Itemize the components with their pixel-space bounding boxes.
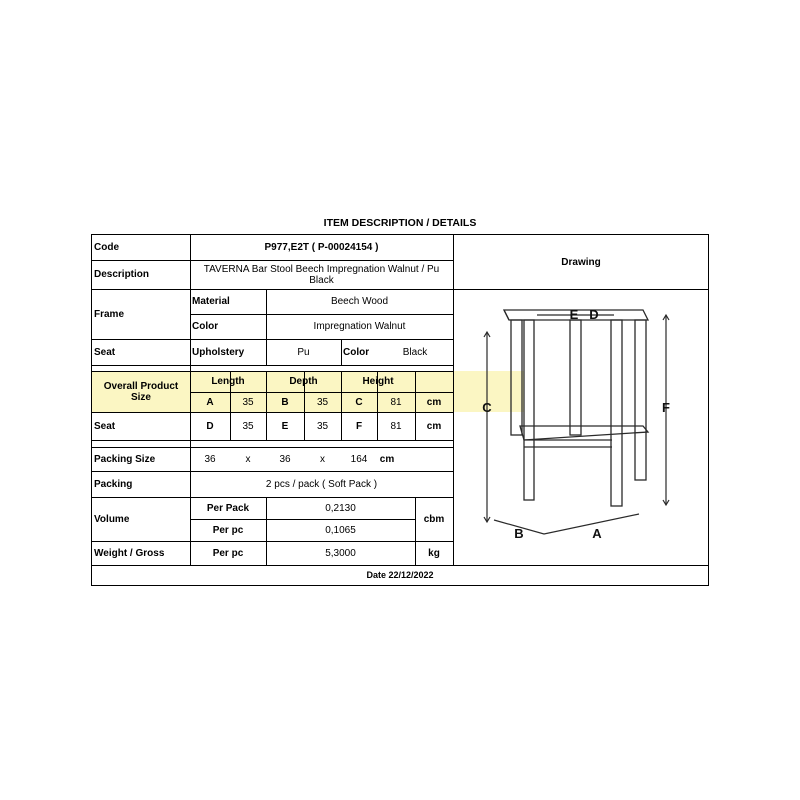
e-value: 35 — [316, 420, 329, 432]
leg-back-right — [570, 320, 581, 435]
f-key: F — [355, 420, 363, 432]
description-label: Description — [94, 269, 150, 280]
volume-unit: cbm — [423, 513, 445, 525]
frame-color-label: Color — [192, 321, 219, 332]
stool-outline — [504, 310, 648, 506]
d-key: D — [206, 420, 214, 432]
seat-color-label: Color — [343, 346, 370, 358]
upholstery-value: Pu — [297, 346, 310, 358]
frame-label: Frame — [94, 308, 125, 320]
material-label: Material — [192, 296, 230, 307]
height-header: Height — [362, 376, 394, 387]
seat-label: Seat — [94, 346, 116, 358]
packing-size-label: Packing Size — [94, 453, 156, 465]
frame-color-value: Impregnation Walnut — [313, 321, 406, 332]
d-value: 35 — [242, 420, 254, 432]
drawing-label: Drawing — [561, 256, 601, 268]
seat-color-value: Black — [402, 346, 428, 358]
grid-line — [92, 440, 453, 441]
per-pack-label: Per Pack — [206, 502, 250, 514]
b-key: B — [281, 396, 289, 408]
code-value: P977,E2T ( P-00024154 ) — [264, 242, 379, 253]
code-label: Code — [94, 242, 119, 253]
packing-length: 36 — [204, 453, 216, 465]
details-table — [91, 234, 709, 586]
date-label: Date 22/12/2022 — [366, 570, 434, 580]
leg-front-right — [635, 320, 646, 480]
a-value: 35 — [242, 396, 254, 408]
c-value: 81 — [390, 396, 402, 408]
weight-per-pc-label: Per pc — [212, 547, 244, 559]
depth-header: Depth — [289, 376, 318, 387]
weight-value: 5,3000 — [325, 547, 356, 559]
packing-size-unit: cm — [379, 453, 395, 465]
grid-line — [92, 365, 453, 366]
description-value: TAVERNA Bar Stool Beech Impregnation Walnut / Pu Black — [203, 263, 440, 286]
per-pc-volume-label: Per pc — [212, 524, 244, 536]
volume-label: Volume — [94, 513, 130, 525]
dim-label-e: E — [569, 307, 579, 322]
packing-x1: x — [245, 453, 251, 465]
a-key: A — [206, 396, 214, 408]
packing-value: 2 pcs / pack ( Soft Pack ) — [265, 478, 378, 490]
dim-label-b: B — [514, 526, 524, 541]
length-header: Length — [211, 376, 245, 387]
packing-height: 164 — [350, 453, 368, 465]
stool-drawing — [454, 290, 708, 566]
per-pc-volume-value: 0,1065 — [325, 524, 356, 536]
dimension-lines — [484, 315, 669, 534]
seat-size-unit: cm — [426, 420, 442, 432]
per-pack-value: 0,2130 — [325, 502, 356, 514]
overall-unit: cm — [426, 396, 442, 408]
leg-back-left — [511, 320, 522, 435]
packing-label: Packing — [94, 478, 133, 490]
leg-front-left — [611, 320, 622, 506]
weight-label: Weight / Gross — [94, 547, 165, 559]
dim-label-f: F — [662, 400, 670, 415]
material-value: Beech Wood — [330, 296, 389, 307]
stretcher — [520, 426, 648, 440]
c-key: C — [355, 396, 363, 408]
seat-size-label: Seat — [94, 420, 116, 432]
overall-size-label: Overall Product Size — [103, 380, 179, 403]
weight-unit: kg — [428, 547, 440, 559]
leg-rear — [524, 320, 534, 500]
seat-edge — [504, 310, 509, 320]
f-value: 81 — [390, 420, 402, 432]
dim-label-a: A — [592, 526, 602, 541]
document-title: ITEM DESCRIPTION / DETAILS — [323, 217, 477, 229]
packing-width: 36 — [279, 453, 291, 465]
upholstery-label: Upholstery — [192, 346, 245, 358]
b-value: 35 — [316, 396, 329, 408]
e-key: E — [281, 420, 289, 432]
dim-label-d: D — [589, 307, 599, 322]
dim-label-c: C — [482, 400, 492, 415]
packing-x2: x — [320, 453, 325, 465]
